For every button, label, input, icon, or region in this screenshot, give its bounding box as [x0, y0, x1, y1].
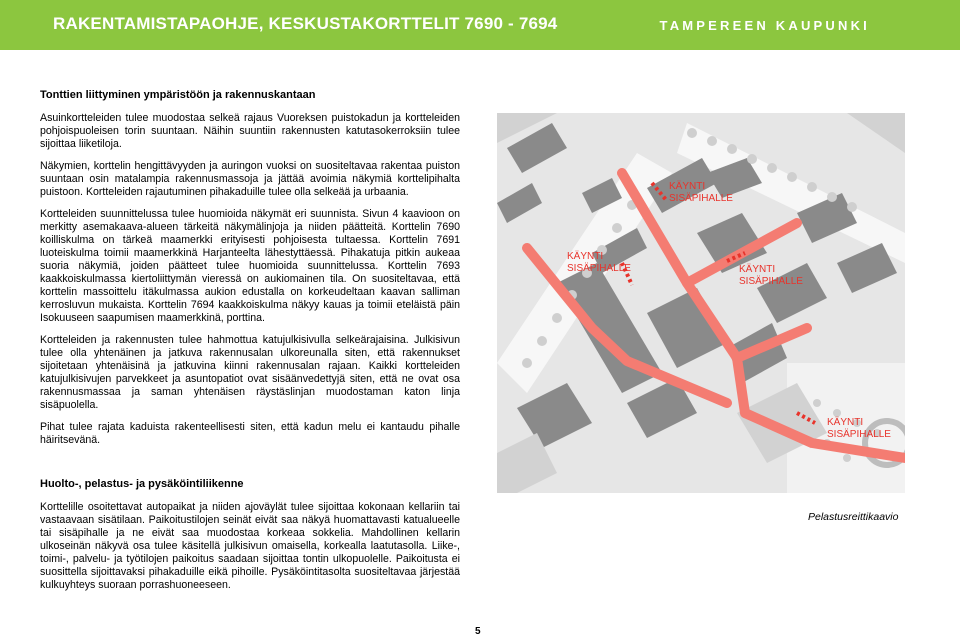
- section-surroundings: [40, 89, 460, 456]
- paragraph: Korttelille osoitettavat autopaikat ja niiden ajoväylät tulee sijoittaa kokonaan kellariin tai vastaavaan sisätilaan. Paikoitustilojen seinät eivät saa näkyä huomattavasti katualueelle tai sisäpihalle ja ne eivät saa muodostaa korkeaa sokkelia. Mahdollinen kellarin ulkoseinän näkyvä osa tulee käsitellä julkisivun omaisella, korkealla laatutasolla. Liike-, toimi-, palvelu- ja työtilojen paikoitus saadaan sijoittaa tontin ulkopuolelle. Paikoitusta ei suosittella sijoittavaksi pihakaduille eikä pihoille. Pysäköintitasolta suositeltavaa järjestää kulkuyhteys suoraan porrashuoneeseen.: [40, 501, 460, 591]
- paragraph: Pihat tulee rajata kaduista rakenteellisesti siten, että kadun melu ei kantaudu pihalle häiritsevänä.: [40, 421, 460, 446]
- map-label: KÄYNTI SISÄPIHALLE: [567, 251, 631, 274]
- page-number: 5: [475, 626, 481, 637]
- map-label: KÄYNTI SISÄPIHALLE: [739, 264, 803, 287]
- header-bar: [0, 0, 960, 50]
- section-traffic: [40, 478, 460, 601]
- figure-caption: Pelastusreittikaavio: [808, 511, 899, 523]
- map-drawing: [497, 113, 905, 493]
- paragraph: Kortteleiden ja rakennusten tulee hahmottua katujulkisivulla selkeärajaisina. Julkisivun tulee olla yhtenäinen ja jatkuva rakennusalan ulkoreunalla siten, että rakennukset sijoitetaan yhtenäisinä ja jatkuvina kiinni rakennusalan rajaan. Kaikki kortteleiden katujulkisivujen parvekkeet ja asuntopatiot ovat sisäänvedettyjä siten, että ne ovat osa rakennusmassaa ja saman yhtenäisen räystäslinjan muodostaman katon linja sisäpuolella.: [40, 334, 460, 411]
- map-label: KÄYNTI SISÄPIHALLE: [669, 181, 733, 204]
- document-title: RAKENTAMISTAPAOHJE, KESKUSTAKORTTELIT 7690 - 7694: [53, 14, 558, 33]
- section-heading: Tonttien liittyminen ympäristöön ja rakennuskantaan: [40, 89, 316, 101]
- organization-name: TAMPEREEN KAUPUNKI: [659, 18, 870, 33]
- paragraph: Asuinkortteleiden tulee muodostaa selkeä rajaus Vuoreksen puistokadun ja kortteleiden pohjoispuoleisen torin suuntaan. Näihin suuntiin rakennusten katutasokerroksiin tulee sijoittaa liiketiloja.: [40, 112, 460, 150]
- rescue-route-map: [497, 113, 905, 493]
- section-heading: Huolto-, pelastus- ja pysäköintiliikenne: [40, 478, 244, 490]
- paragraph: Kortteleiden suunnittelussa tulee huomioida näkymät eri suunnista. Sivun 4 kaavioon on merkitty asemakaava-alueen tärkeitä näkymälinjoja ja niiden päätteitä. Korttelin 7690 koilliskulma on tärkeä maamerkki erityisesti pohjoisesta tultaessa. Korttelin 7691 luoteiskulma toimii maamerkkinä Harjanteelta lähestyttäessä. Pihakatuja pitkin aukeaa suoria näkymiä, joiden päätteet tulee huomioida suunnittelussa. Korttelin 7693 kaakkoiskulmassa kiertoliittymän vieressä on aukiomainen tila. On suositeltavaa, että korttelin massoittelu itäkulmassa aukion edustalla on korkeudeltaan kaavan salliman kerrosluvun mukaista. Korttelin 7694 kaakkoiskulma näkyy kauas ja toimii eteläistä päin Isokuuseen saapumisen maamerkkinä, porttina.: [40, 208, 460, 324]
- paragraph: Näkymien, korttelin hengittävyyden ja auringon vuoksi on suositeltavaa rakentaa puiston suuntaan osin matalampia rakennusmassoja ja jättää avoimia näkymiä korttelipihalta puistoon. Kortteleiden rajautuminen pihakaduille tulee olla selkeää ja urbaania.: [40, 160, 460, 198]
- map-label: KÄYNTI SISÄPIHALLE: [827, 417, 891, 440]
